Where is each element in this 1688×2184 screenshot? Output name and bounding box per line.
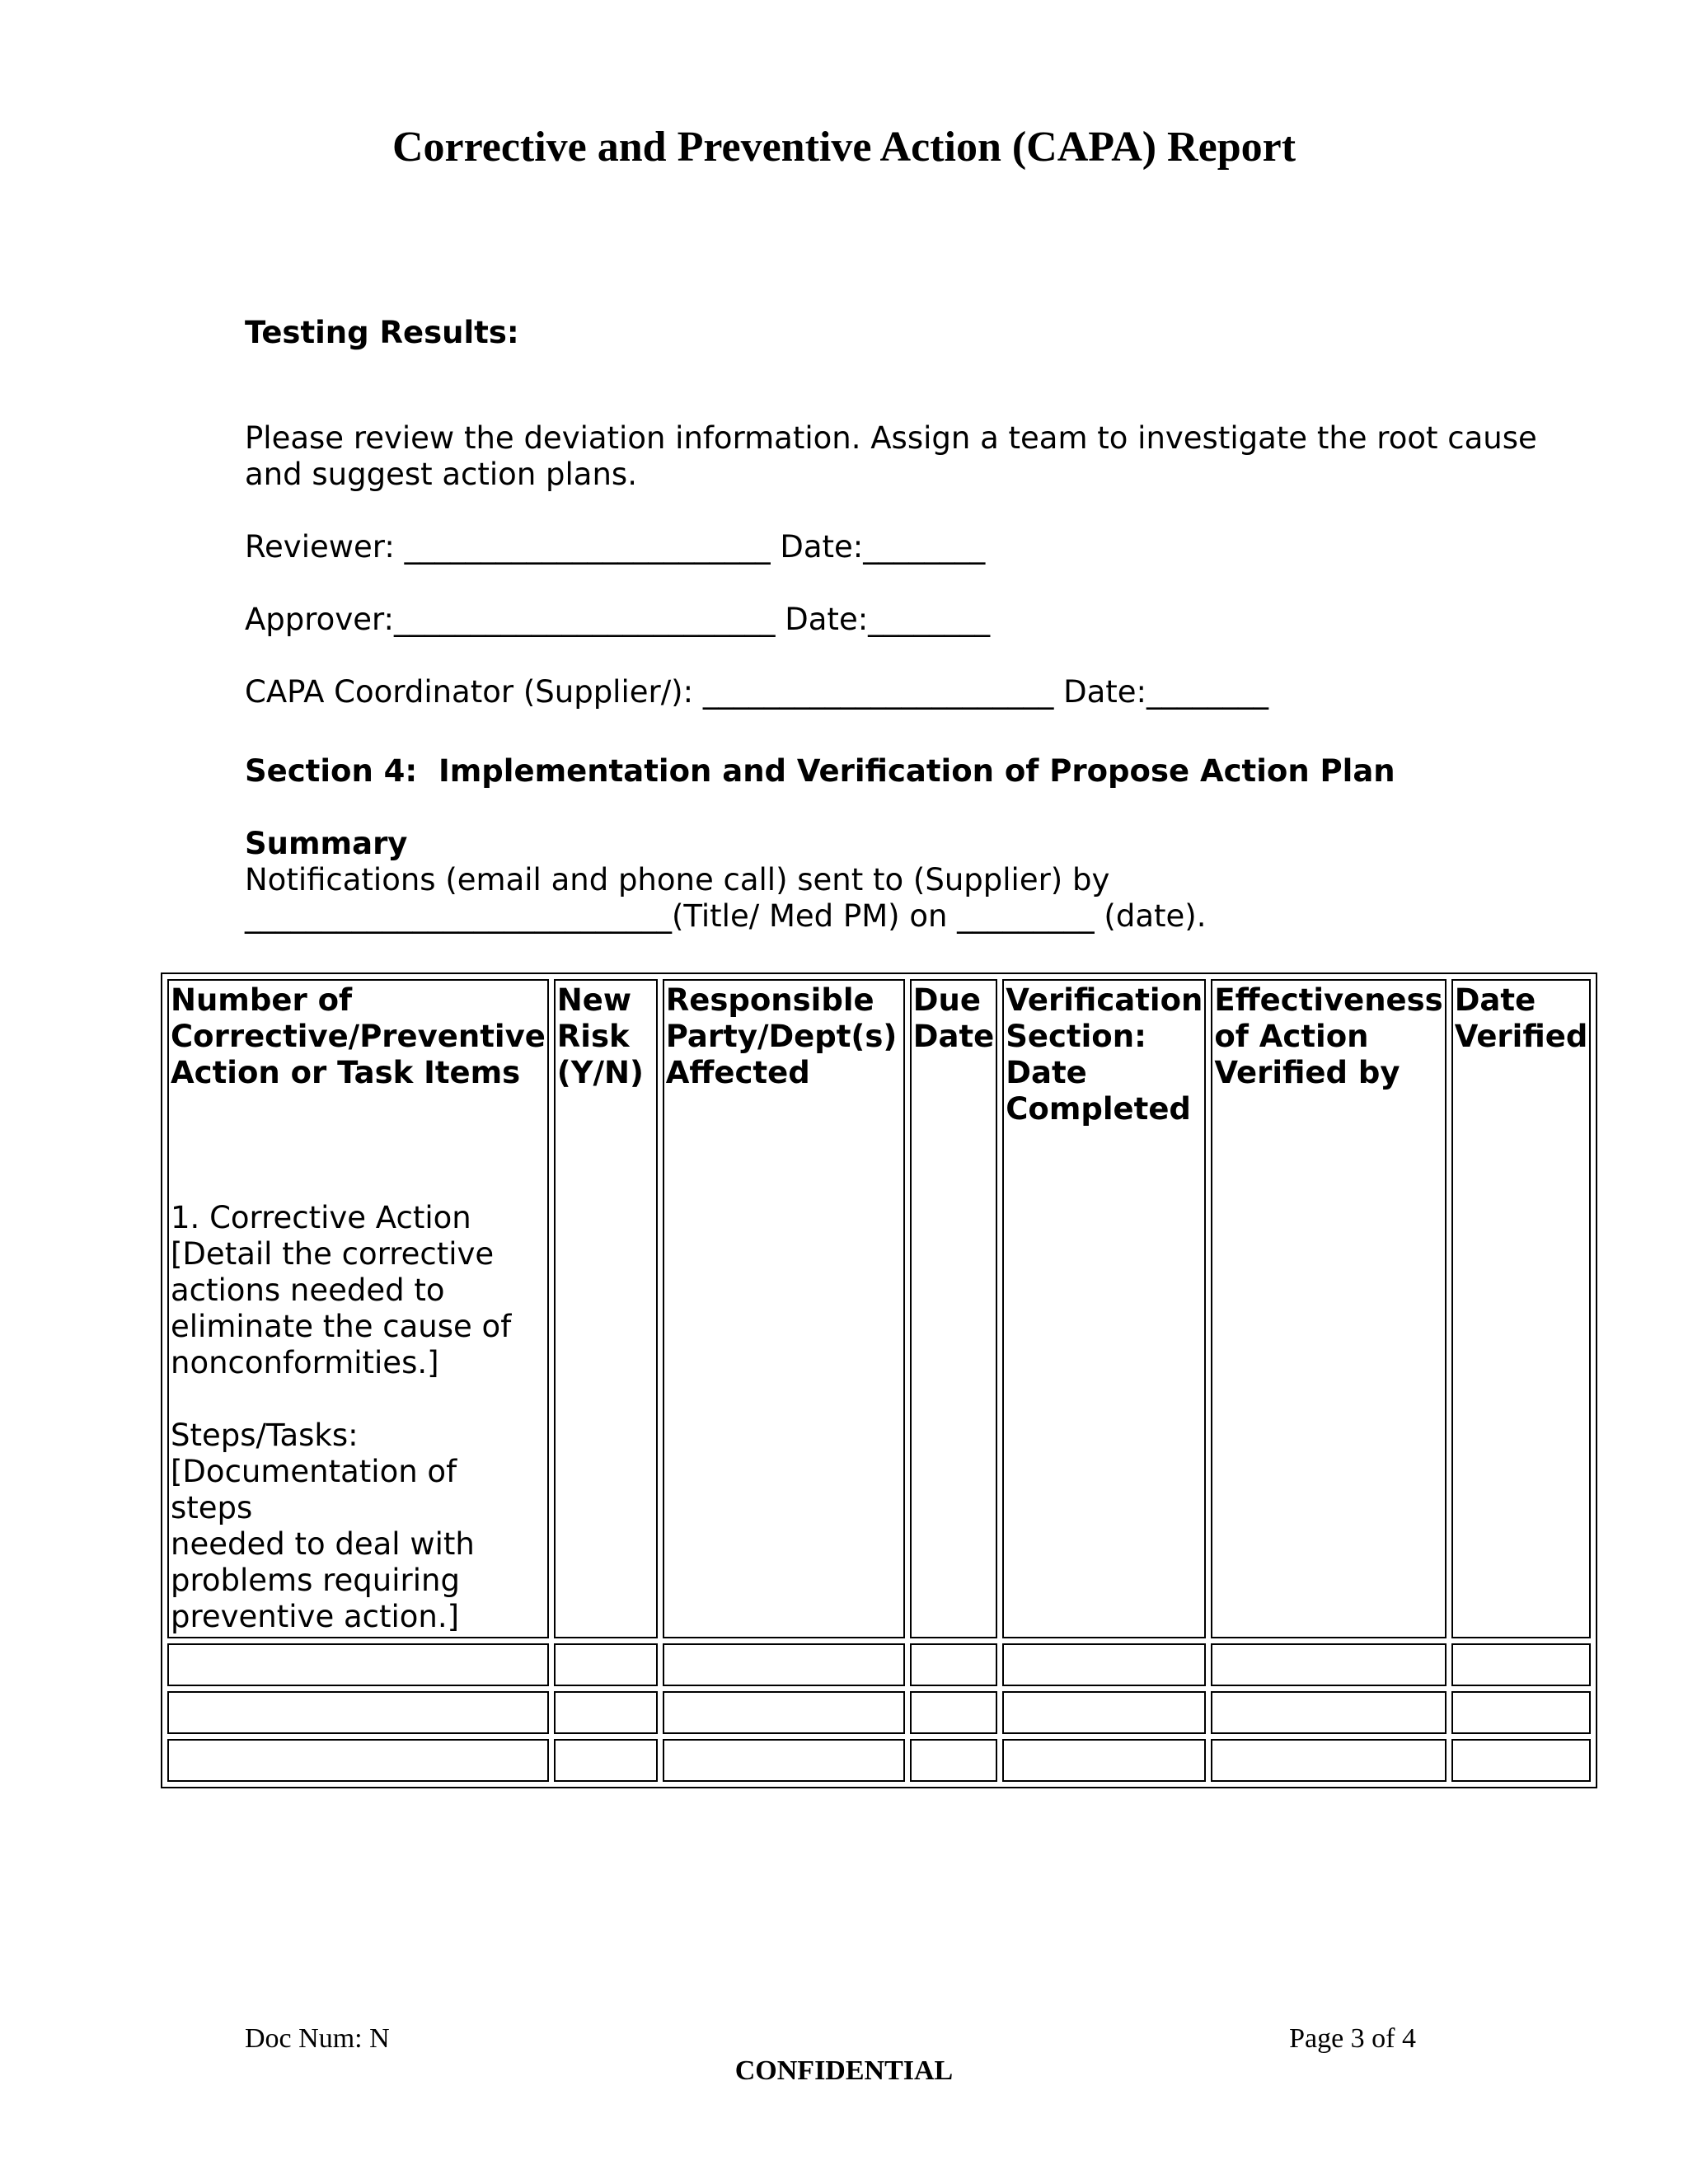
instruction-line-1: Please review the deviation information. Assign a team to investigate the root cause [245, 420, 1537, 456]
action-plan-table [161, 972, 1597, 1788]
table-row [167, 1691, 1591, 1734]
summary-heading: Summary [245, 826, 408, 861]
footer-page-number: Page 3 of 4 [1289, 2023, 1416, 2054]
empty-cell[interactable] [554, 1691, 658, 1734]
empty-cell[interactable] [167, 1691, 549, 1734]
empty-cell[interactable] [1211, 1739, 1446, 1782]
empty-cell[interactable] [1451, 1691, 1592, 1734]
header-responsible-party: Responsible Party/Dept(s) Affected [663, 979, 905, 1638]
summary-line-1: Notifications (email and phone call) sent to (Supplier) by [245, 862, 1110, 898]
summary-line-2: ____________________________(Title/ Med PM) on _________ (date). [245, 898, 1207, 934]
testing-results-heading: Testing Results: [245, 315, 519, 350]
table-header-cell-task-items [167, 979, 549, 1638]
empty-cell[interactable] [910, 1643, 997, 1686]
empty-cell[interactable] [554, 1643, 658, 1686]
empty-cell[interactable] [1002, 1691, 1206, 1734]
corrective-action-text: 1. Corrective Action [Detail the corrective actions needed to eliminate the cause of nonconformities.] [171, 1200, 512, 1380]
footer-confidential: CONFIDENTIAL [734, 2055, 954, 2086]
empty-cell[interactable] [663, 1691, 905, 1734]
document-title: Corrective and Preventive Action (CAPA) Report [392, 124, 1296, 171]
header-task-items: Number of Corrective/Preventive Action or Task Items [171, 982, 546, 1090]
instruction-line-2: and suggest action plans. [245, 457, 637, 492]
empty-cell[interactable] [1002, 1739, 1206, 1782]
empty-cell[interactable] [910, 1739, 997, 1782]
empty-cell[interactable] [167, 1739, 549, 1782]
table-row [167, 1643, 1591, 1686]
header-date-verified: Date Verified [1451, 979, 1592, 1638]
footer-doc-number: Doc Num: N [245, 2023, 390, 2054]
header-effectiveness: Effectiveness of Action Verified by [1211, 979, 1446, 1638]
capa-coordinator-signature-line: CAPA Coordinator (Supplier/): _______________________ Date:________ [245, 674, 1269, 710]
reviewer-signature-line: Reviewer: ________________________ Date:________ [245, 529, 986, 565]
empty-cell[interactable] [663, 1643, 905, 1686]
empty-cell[interactable] [1211, 1643, 1446, 1686]
empty-cell[interactable] [663, 1739, 905, 1782]
empty-cell[interactable] [554, 1739, 658, 1782]
header-due-date: Due Date [910, 979, 997, 1638]
table-header-row [167, 979, 1591, 1638]
header-new-risk: New Risk (Y/N) [554, 979, 658, 1638]
section-4-heading: Section 4: Implementation and Verification of Propose Action Plan [245, 753, 1395, 789]
table-row [167, 1739, 1591, 1782]
empty-cell[interactable] [910, 1691, 997, 1734]
empty-cell[interactable] [1451, 1739, 1592, 1782]
empty-cell[interactable] [1451, 1643, 1592, 1686]
empty-cell[interactable] [1211, 1691, 1446, 1734]
steps-tasks-text: Steps/Tasks: [Documentation of steps needed to deal with problems requiring preventive action.] [171, 1418, 475, 1634]
header-verification: Verification Section: Date Completed [1002, 979, 1206, 1638]
approver-signature-line: Approver:_________________________ Date:________ [245, 602, 991, 637]
empty-cell[interactable] [1002, 1643, 1206, 1686]
empty-cell[interactable] [167, 1643, 549, 1686]
